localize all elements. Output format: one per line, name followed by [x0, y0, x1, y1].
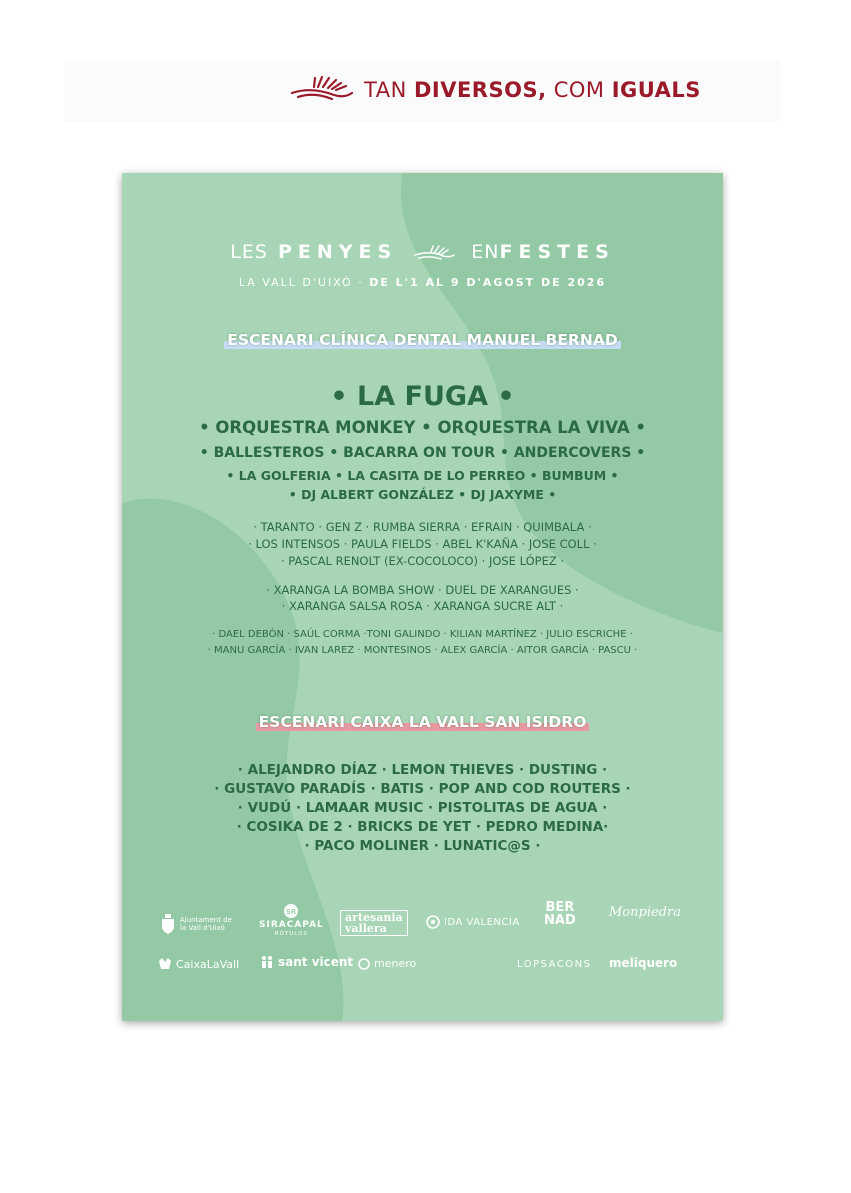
caixa-logo-icon — [158, 957, 172, 971]
title-leaf-icon — [413, 244, 455, 262]
stage-1-name: ESCENARI CLÍNICA DENTAL MANUEL BERNAD — [224, 331, 620, 349]
lineup-headliner: • LA FUGA • — [330, 381, 515, 412]
sponsor-siracapal — [259, 903, 324, 937]
lineup-line: · ALEJANDRO DÍAZ · LEMON THIEVES · DUSTING · — [237, 762, 608, 778]
artesania-line-1: artesania — [345, 911, 403, 924]
banner-slogan — [364, 78, 701, 102]
leaf-logo-icon — [288, 73, 354, 107]
lineup-line: · GUSTAVO PARADÍS · BATIS · POP AND COD ROUTERS · — [214, 781, 631, 797]
lineup-line: · TARANTO · GEN Z · RUMBA SIERRA · EFRAIN · QUIMBALA · — [253, 520, 592, 534]
crest-icon — [160, 913, 176, 935]
people-icon — [260, 955, 274, 969]
subtitle-place: LA VALL D'UIXÓ — [238, 276, 353, 289]
banner-content — [288, 70, 701, 110]
stage-2-heading — [122, 712, 723, 731]
event-subtitle — [122, 276, 723, 289]
bernad-line-1: BER — [545, 900, 575, 915]
ajuntament-line-1: Ajuntament de — [180, 916, 232, 924]
slogan-part-2: DIVERSOS, — [413, 78, 547, 102]
ajuntament-line-2: la Vall d'Uixó — [180, 924, 225, 932]
menero-logo-icon — [358, 958, 370, 970]
lineup-line: · PACO MOLINER · LUNATIC@S · — [304, 838, 541, 854]
lineup-line: · LOS INTENSOS · PAULA FIELDS · ABEL K'KAÑA · JOSE COLL · — [248, 537, 597, 551]
lineup-line: · XARANGA SALSA ROSA · XARANGA SUCRE ALT · — [281, 599, 564, 613]
festival-poster — [122, 173, 723, 1021]
sponsor-menero — [358, 957, 416, 970]
subtitle-dates: DE L'1 AL 9 D'AGOST DE 2026 — [369, 276, 607, 289]
santvicent-name: sant vicent — [278, 955, 354, 969]
subtitle-separator: · — [358, 276, 364, 289]
siracapal-logo-icon — [283, 903, 299, 919]
svg-text:SR: SR — [286, 908, 297, 916]
caixa-name: CaixaLaVall — [176, 957, 240, 971]
title-penyes: PENYES — [277, 241, 398, 263]
sponsor-lopsacons: LOPSACONS — [517, 959, 592, 970]
lineup-line: • DJ ALBERT GONZÁLEZ • DJ JAXYME • — [288, 487, 557, 502]
artesania-line-2: vallera — [345, 922, 387, 935]
sponsor-sant-vicent — [260, 955, 353, 969]
sponsor-meliquero: meliquero — [609, 956, 678, 970]
sponsor-caixalavall — [158, 957, 239, 971]
siracapal-name: SIRACAPAL — [259, 920, 324, 930]
lineup-line: · VUDÚ · LAMAAR MUSIC · PISTOLITAS DE AGUA · — [237, 800, 608, 816]
poster-content — [122, 173, 723, 1021]
lineup-line: · PASCAL RENOLT (EX-COCOLOCO) · JOSE LÓPEZ · — [280, 554, 565, 568]
lineup-line: · DAEL DEBÓN · SAÚL CORMA ·TONI GALINDO · KILIAN MARTÍNEZ · JULIO ESCRICHE · — [212, 629, 633, 640]
title-festes: FESTES — [499, 241, 615, 263]
slogan-part-4: IGUALS — [611, 78, 701, 102]
lineup-line: · XARANGA LA BOMBA SHOW · DUEL DE XARANGUES · — [266, 583, 579, 597]
menero-name: menero — [374, 957, 417, 970]
lineup-line: • LA GOLFERIA • LA CASITA DE LO PERREO • BUMBUM • — [226, 468, 619, 483]
sponsor-ida-valencia — [426, 915, 520, 929]
lineup-line: • ORQUESTRA MONKEY • ORQUESTRA LA VIVA • — [199, 418, 646, 437]
stage-2-name: ESCENARI CAIXA LA VALL SAN ISIDRO — [256, 713, 590, 731]
event-title — [122, 241, 723, 263]
siracapal-sub: RÓTULOS — [274, 931, 308, 937]
slogan-part-1: TAN — [364, 78, 414, 102]
sponsor-artesania — [340, 910, 408, 936]
lineup-line: · MANU GARCÍA · IVAN LAREZ · MONTESINOS · ALEX GARCÍA · AITOR GARCÍA · PASCU · — [207, 645, 638, 656]
sponsor-ajuntament — [160, 913, 232, 935]
header-banner — [64, 60, 780, 122]
stage-1-heading — [122, 330, 723, 349]
ida-logo-icon — [426, 915, 440, 929]
lineup-line: • BALLESTEROS • BACARRA ON TOUR • ANDERCOVERS • — [199, 445, 646, 461]
sponsor-monpiedra: Monpiedra — [609, 905, 681, 920]
ida-name: IDA VALENCIA — [444, 916, 520, 928]
sponsor-manuel-bernad — [544, 901, 576, 927]
title-en: EN — [471, 241, 500, 263]
bernad-line-2: NAD — [544, 913, 576, 928]
lineup-line: · COSIKA DE 2 · BRICKS DE YET · PEDRO MEDINA· — [236, 819, 609, 835]
slogan-part-3: COM — [546, 78, 612, 102]
title-les: LES — [230, 241, 268, 263]
